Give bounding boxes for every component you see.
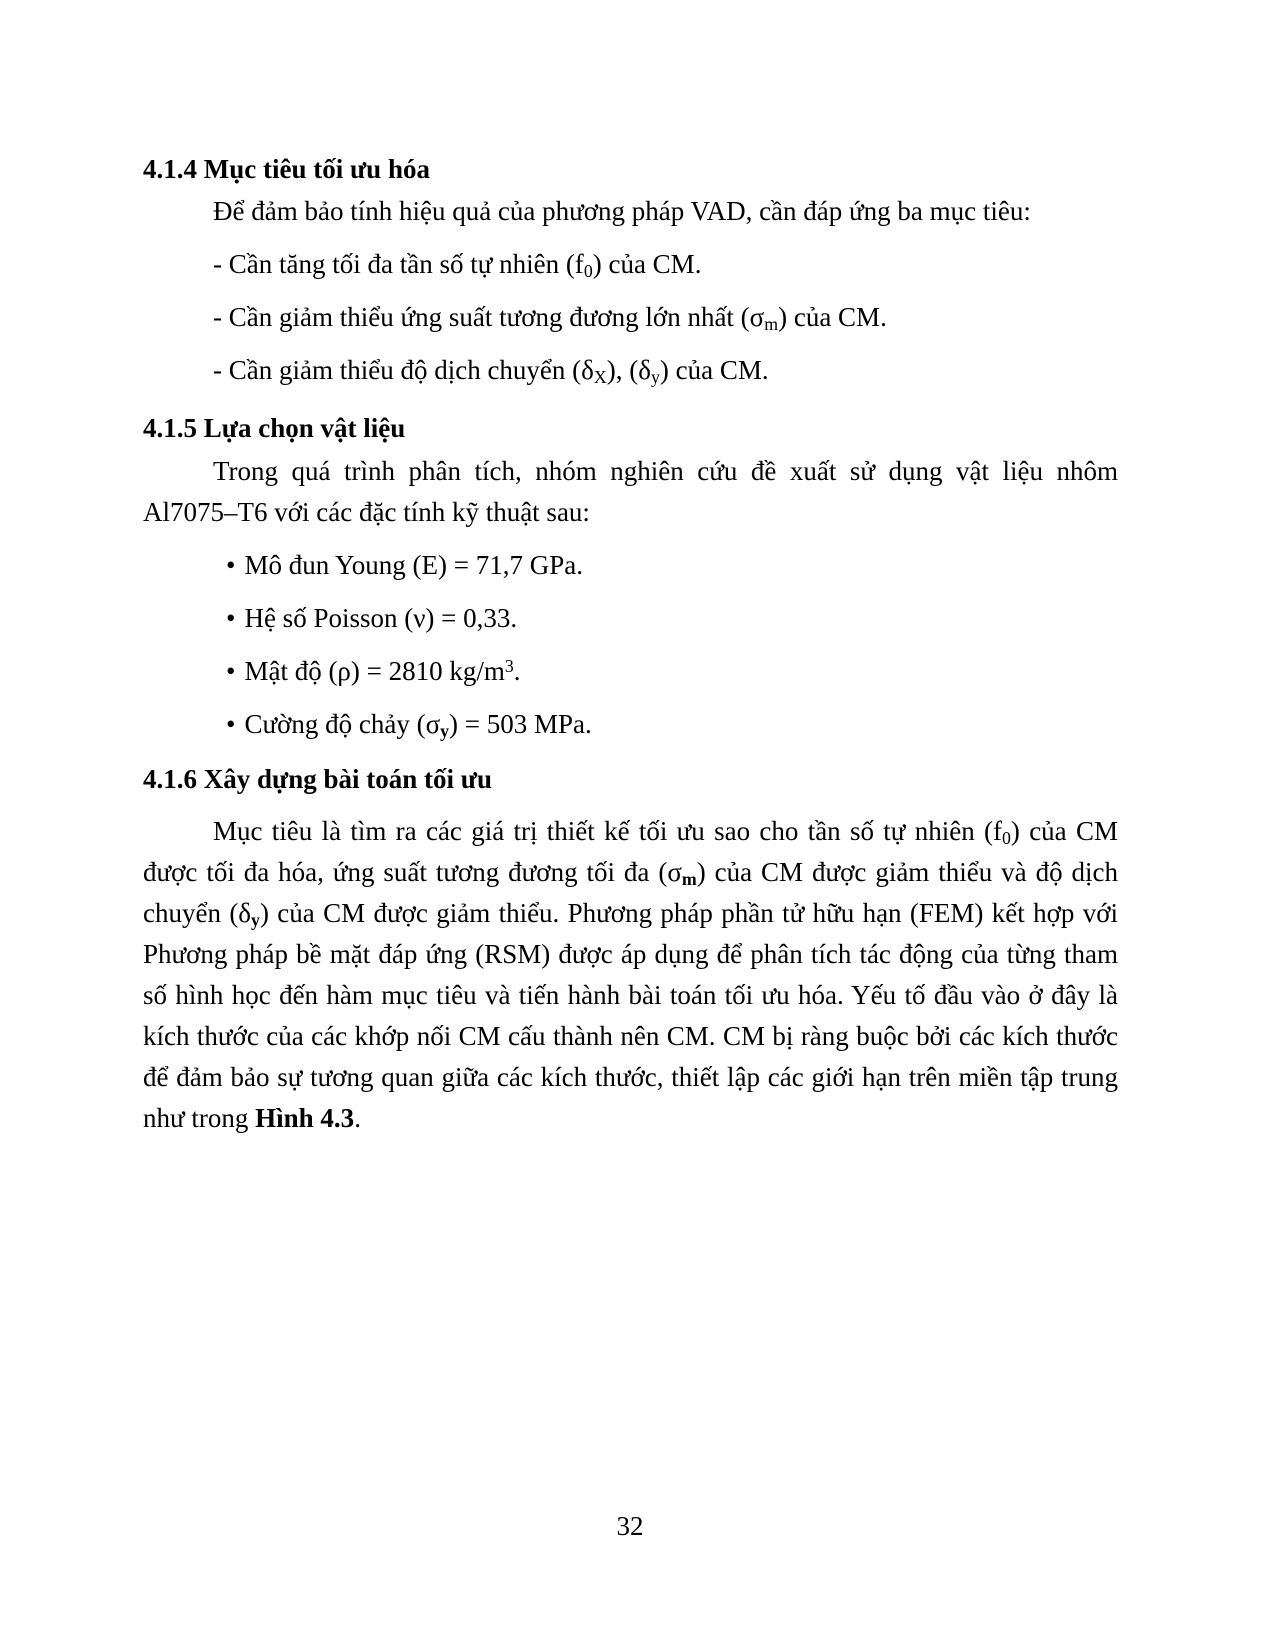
section-optimization-problem [143,759,1118,1139]
bullet-icon: • [226,709,236,739]
list-item-text: Hệ số Poisson (ν) = 0,33. [244,603,518,633]
list-item-objective-2: - Cần giảm thiểu ứng suất tương đương lớn nhất $(\sigma_m)$ của CM. [213,302,887,334]
bullet-icon: • [226,603,236,633]
list-item-material-2 [143,598,1118,639]
list-item-material-1 [143,545,1118,586]
list-item-objective-3: - Cần giảm thiểu độ dịch chuyển $(\delta_X)$, $(\delta_y)$ của CM. [213,355,769,387]
list-item-text: Mô đun Young (E) = 71,7 GPa. [244,550,583,580]
page-number: 32 [616,1511,644,1541]
list-item-text: Cường độ chảy $(\sigma_y) = 503$ MPa. [244,709,592,741]
section-material-selection [143,408,1118,745]
list-item-material-4 [143,704,1118,745]
paragraph-objectives-intro: Để đảm bảo tính hiệu quả của phương pháp VAD, cần đáp ứng ba mục tiêu: [213,196,1031,226]
bullet-icon: • [226,656,236,686]
paragraph-optimization: Mục tiêu là tìm ra các giá trị thiết kế tối ưu sao cho tần số tự nhiên $(f_0)$ của CM được tối đa hóa, ứng suất tương đương tối đa $(\sigma_m)$ của CM được giảm thiểu và độ dịch chuyển $(\delta_y)$ của CM được giảm thiểu. Phương pháp phần tử hữu hạn (FEM) kết hợp với Phương pháp bề mặt đáp ứng (RSM) được áp dụng để phân tích tác động của từng tham số hình học đến hàm mục tiêu và tiến hành bài toán tối ưu hóa. Yếu tố đầu vào ở đây là kích thước của các khớp nối CM cấu thành nên CM. CM bị ràng buộc bởi các kích thước để đảm bảo sự tương quan giữa các kích thước, thiết lập các giới hạn trên miền tập trung như trong Hình 4.3. [143,816,1118,1133]
bullet-icon: • [226,550,236,580]
section-heading-415: 4.1.5 Lựa chọn vật liệu [143,413,406,443]
section-heading-416: 4.1.6 Xây dựng bài toán tối ưu [143,764,492,794]
section-heading-414: 4.1.4 Mục tiêu tối ưu hóa [143,154,430,184]
list-item-material-3 [143,651,1118,692]
list-item-text: Mật độ (ρ) = 2810 $kg/m^3$. [244,655,521,686]
section-objectives [143,149,1118,391]
list-item-objective-1: - Cần tăng tối đa tần số tự nhiên $(f_0)$ của CM. [213,249,702,281]
paragraph-material-intro: Trong quá trình phân tích, nhóm nghiên cứu đề xuất sử dụng vật liệu nhôm Al7075–T6 với các đặc tính kỹ thuật sau: [143,456,1118,527]
